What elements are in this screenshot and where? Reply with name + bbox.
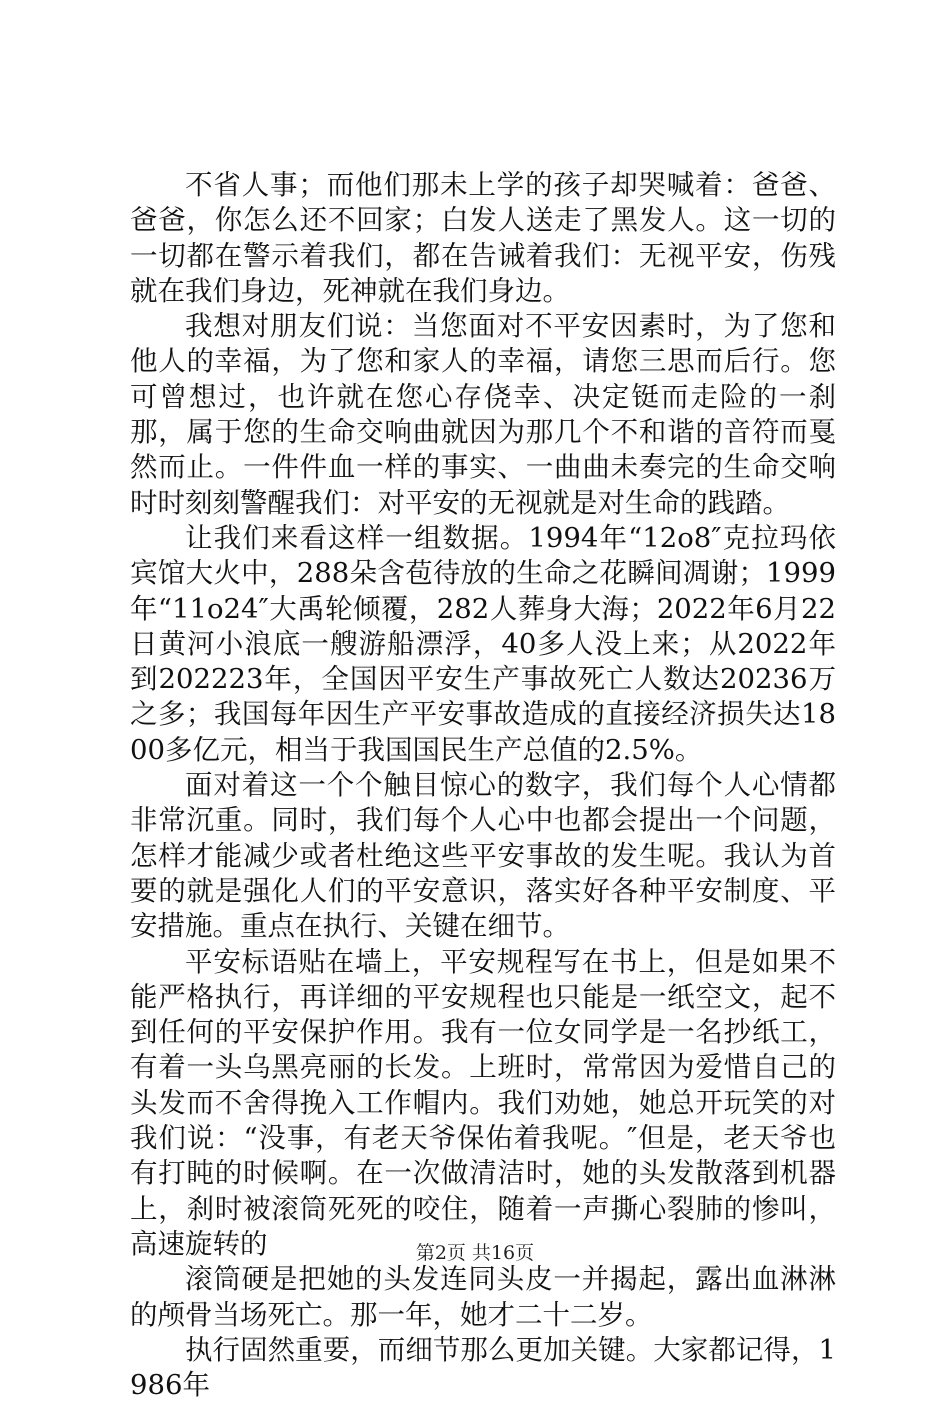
- paragraph-4: 面对着这一个个触目惊心的数字，我们每个人心情都非常沉重。同时，我们每个人心中也都会提出一个问题，怎样才能减少或者杜绝这些平安事故的发生呢。我认为首要的就是强化人们的平安意识，落实好各种平安制度、平安措施。重点在执行、关键在细节。: [130, 769, 836, 943]
- paragraph-5: 平安标语贴在墙上，平安规程写在书上，但是如果不能严格执行，再详细的平安规程也只能是一纸空文，起不到任何的平安保护作用。我有一位女同学是一名抄纸工，有着一头乌黑亮丽的长发。上班时，常常因为爱惜自己的头发而不舍得挽入工作帽内。我们劝她，她总开玩笑的对我们说：“没事，有老天爷保佑着我呢。″但是，老天爷也有打盹的时候啊。在一次做清洁时，她的头发散落到机器上，刹时被滚筒死死的咬住，随着一声撕心裂肺的惨叫，高速旋转的: [130, 945, 836, 1260]
- paragraph-7: 执行固然重要，而细节那么更加关键。大家都记得，1986年: [130, 1333, 836, 1402]
- paragraph-2: 我想对朋友们说：当您面对不平安因素时，为了您和他人的幸福，为了您和家人的幸福，请您三思而后行。您可曾想过，也许就在您心存侥幸、决定铤而走险的一刹那，属于您的生命交响曲就因为那几个不和谐的音符而戛然而止。一件件血一样的事实、一曲曲未奏完的生命交响时时刻刻警醒我们：对平安的无视就是对生命的践踏。: [130, 310, 836, 519]
- paragraph-3: 让我们来看这样一组数据。1994年“12o8″克拉玛依宾馆大火中，288朵含苞待放的生命之花瞬间凋谢；1999年“11o24″大禹轮倾覆，282人葬身大海；2022年6月22日黄河小浪底一艘游船漂浮，40多人没上来；从2022年到202223年，全国因平安生产事故死亡人数达20236万之多；我国每年因生产平安事故造成的直接经济损失达1800多亿元，相当于我国国民生产总值的2.5%。: [130, 521, 836, 766]
- paragraph-6: 滚筒硬是把她的头发连同头皮一并揭起，露出血淋淋的颅骨当场死亡。那一年，她才二十二岁。: [130, 1263, 836, 1331]
- paragraph-1: 不省人事；而他们那未上学的孩子却哭喊着：爸爸、爸爸，你怎么还不回家；白发人送走了黑发人。这一切的一切都在警示着我们，都在告诫着我们：无视平安，伤残就在我们身边，死神就在我们身边。: [130, 169, 836, 307]
- page-footer: [0, 1241, 950, 1265]
- document-body: [130, 168, 836, 1403]
- page-number: 第2页 共16页: [415, 1242, 535, 1264]
